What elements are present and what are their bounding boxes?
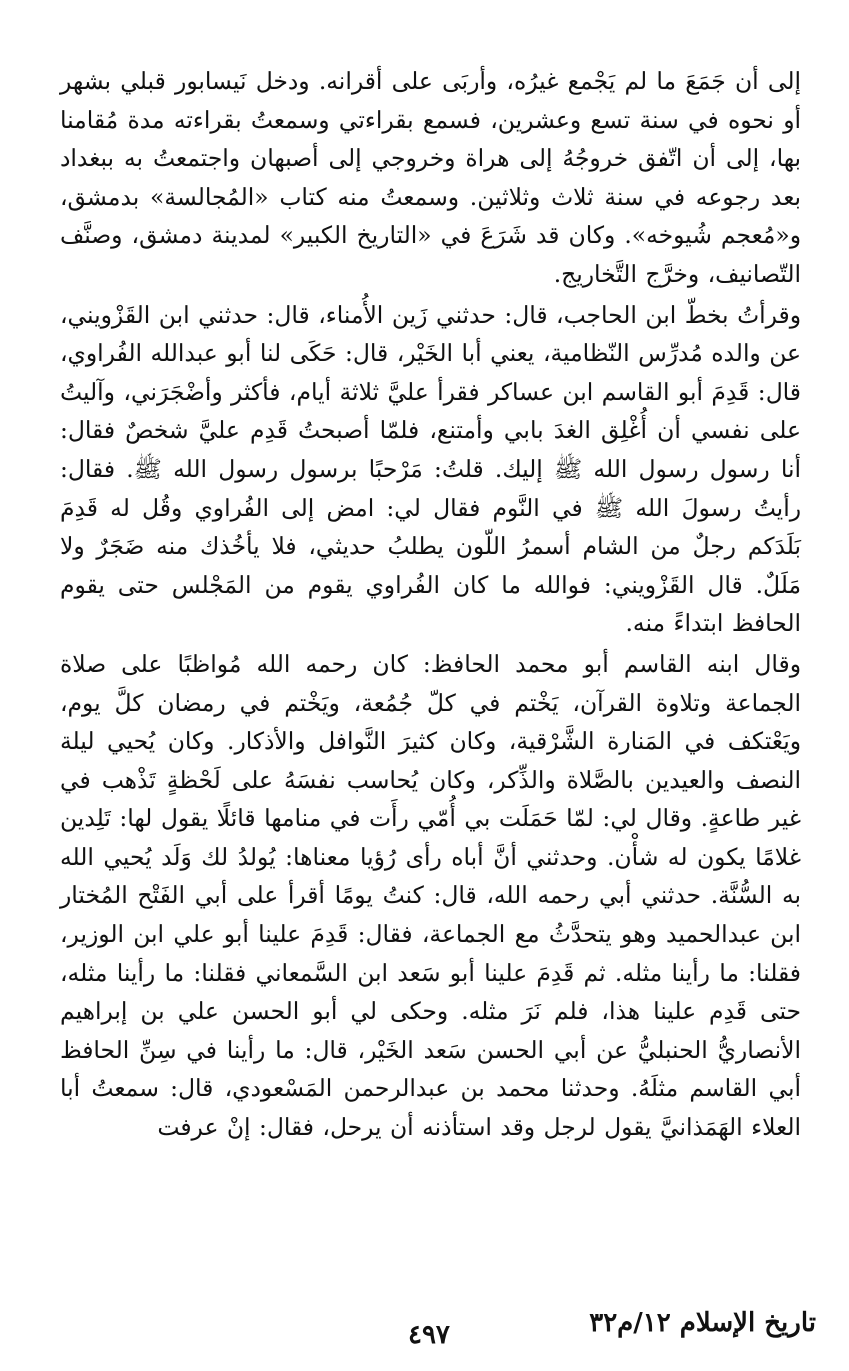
page-footer <box>0 1298 849 1348</box>
paragraph-1: إلى أن جَمَعَ ما لم يَجْمع غيرُه، وأربَى على أقرانه. ودخل نَيسابور قبلي بشهر أو نحوه في سنة تسع وعشرين، فسمع بقراءتي وسمعتُ بقراءته مدة مُقامنا بها، إلى أن اتّفق خروجُهُ إلى هراة وخروجي إلى أصبهان واجتمعتُ به ببغداد بعد رجوعه في سنة ثلاث وثلاثين. وسمعتُ منه كتاب «المُجالسة» بدمشق، و«مُعجم شُيوخه». وكان قد شَرَعَ في «التاريخ الكبير» لمدينة دمشق، وصنَّف التّصانيف، وخرَّج التَّخاريج. <box>60 67 801 288</box>
paragraph-2: وقرأتُ بخطّ ابن الحاجب، قال: حدثني زَين الأُمناء، قال: حدثني ابن القَزْويني، عن والده مُدرِّس النّظامية، يعني أبا الخَيْر، قال: حَكَى لنا أبو عبدالله الفُراوي، قال: قَدِمَ أبو القاسم ابن عساكر فقرأ عليَّ ثلاثة أيام، فأكثر وأضْجَرَني، وآليتُ على نفسي أن أُغْلِق الغدَ بابي وأمتنع، فلمّا أصبحتُ قَدِم عليَّ شخصٌ فقال: أنا رسول رسول الله ﷺ إليك. قلتُ: مَرْحبًا برسول رسول الله ﷺ. فقال: رأيتُ رسولَ الله ﷺ في النَّوم فقال لي: امض إلى الفُراوي وقُل له قَدِمَ بَلَدَكم رجلٌ من الشام أسمرُ اللّون يطلبُ حديثي، فلا يأخُذك منه ضَجَرٌ ولا مَلَلٌ. قال القَزْويني: فوالله ما كان الفُراوي يقوم من المَجْلس حتى يقوم الحافظ ابتداءً منه. <box>60 300 801 638</box>
page-number: ٤٩٧ <box>408 1320 450 1350</box>
book-title-signature: تاريخ الإسلام ١٢/م٣٢ <box>589 1308 816 1338</box>
paragraph-3: وقال ابنه القاسم أبو محمد الحافظ: كان رحمه الله مُواظبًا على صلاة الجماعة وتلاوة القرآن، يَخْتم في كلّ جُمُعة، ويَخْتم في رمضان كلَّ يوم، ويَعْتكف في المَنارة الشَّرْقية، وكان كثيرَ النَّوافل والأذكار. وكان يُحيي ليلة النصف والعيدين بالصَّلاة والذِّكر، وكان يُحاسب نفسَهُ على لَحْظةٍ تَذْهب في غير طاعةٍ. وقال لي: لمّا حَمَلَت بي أُمّي رأَت في منامها قائلًا يقول لها: تَلِدين غلامًا يكون له شأْن. وحدثني أنَّ أباه رأى رُؤيا معناها: يُولدُ لك وَلَد يُحيي الله به السُّنَّة. حدثني أبي رحمه الله، قال: كنتُ يومًا أقرأ على أبي الفَتْح المُختار ابن عبدالحميد وهو يتحدَّثُ مع الجماعة، فقال: قَدِمَ علينا أبو علي ابن الوزير، فقلنا: ما رأينا مثله. ثم قَدِمَ علينا أبو سَعد ابن السَّمعاني فقلنا: ما رأينا مثله، حتى قَدِم علينا هذا، فلم نَرَ مثله. وحكى لي أبو الحسن علي بن إبراهيم الأنصاريُّ الحنبليُّ عن أبي الحسن سَعد الخَيْر، قال: ما رأينا في سِنِّ الحافظ أبي القاسم مثلَهُ. وحدثنا محمد بن عبدالرحمن المَسْعودي، قال: سمعتُ أبا العلاء الهَمَذانيَّ يقول لرجل وقد استأذنه أن يرحل، فقال: إنْ عرفت <box>60 649 801 1142</box>
page-body <box>60 62 801 1147</box>
